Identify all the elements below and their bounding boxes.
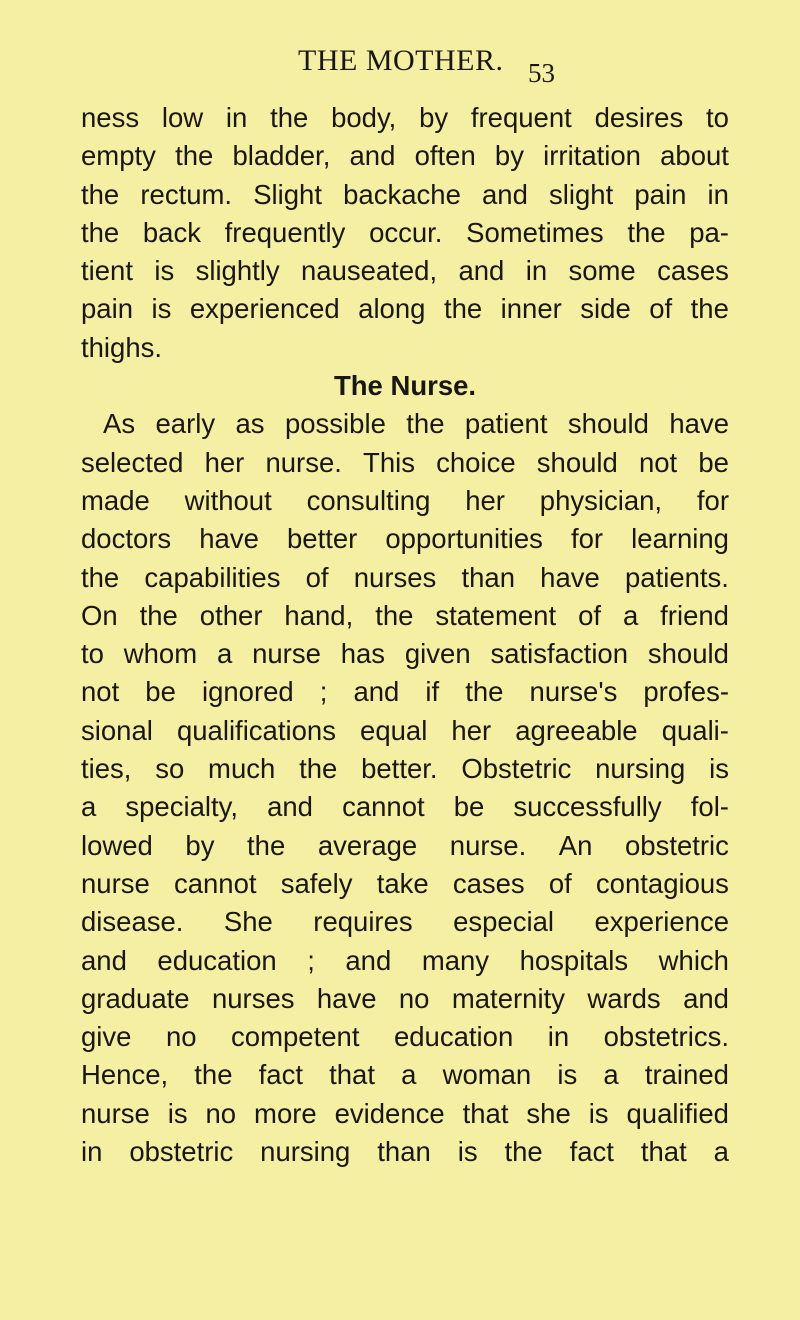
page-number: 53	[528, 58, 555, 88]
text-line: the rectum. Slight backache and slight pain in	[81, 178, 729, 210]
text-line: made without consulting her physician, for	[81, 484, 729, 516]
section-heading: The Nurse.	[333, 370, 477, 402]
text-line: lowed by the average nurse. An obstetric	[81, 829, 729, 861]
text-line: to whom a nurse has given satisfaction should	[81, 638, 729, 670]
text-line: disease. She requires especial experience	[81, 906, 729, 938]
text-line: a specialty, and cannot be successfully fol-	[81, 791, 729, 823]
running-head	[0, 40, 800, 88]
text-line: As early as possible the patient should have	[103, 408, 729, 440]
text-line: ties, so much the better. Obstetric nursing is	[81, 753, 729, 785]
text-line: tient is slightly nauseated, and in some cases	[81, 255, 729, 287]
text-line: nurse cannot safely take cases of contagious	[81, 867, 729, 899]
body-text	[81, 99, 729, 1171]
text-line: graduate nurses have no maternity wards and	[81, 982, 729, 1014]
text-line: the capabilities of nurses than have patients.	[81, 561, 729, 593]
text-line: doctors have better opportunities for learning	[81, 523, 729, 555]
text-line: not be ignored ; and if the nurse's profes-	[81, 676, 729, 708]
text-line: pain is experienced along the inner side of the	[81, 293, 729, 325]
text-line: Hence, the fact that a woman is a trained	[81, 1059, 729, 1091]
text-line: empty the bladder, and often by irritation about	[81, 140, 729, 172]
text-line: thighs.	[81, 331, 163, 363]
text-line: nurse is no more evidence that she is qualified	[81, 1097, 729, 1129]
text-line: On the other hand, the statement of a friend	[81, 599, 729, 631]
text-line: in obstetric nursing than is the fact that a	[81, 1136, 729, 1168]
text-line: selected her nurse. This choice should not be	[81, 446, 729, 478]
text-line: and education ; and many hospitals which	[81, 944, 729, 976]
text-line: ness low in the body, by frequent desires to	[81, 102, 729, 133]
text-line: give no competent education in obstetrics.	[81, 1021, 729, 1053]
page-title: THE MOTHER.	[298, 44, 504, 77]
text-line: the back frequently occur. Sometimes the pa-	[81, 216, 729, 248]
text-line: sional qualifications equal her agreeable quali-	[81, 714, 729, 746]
